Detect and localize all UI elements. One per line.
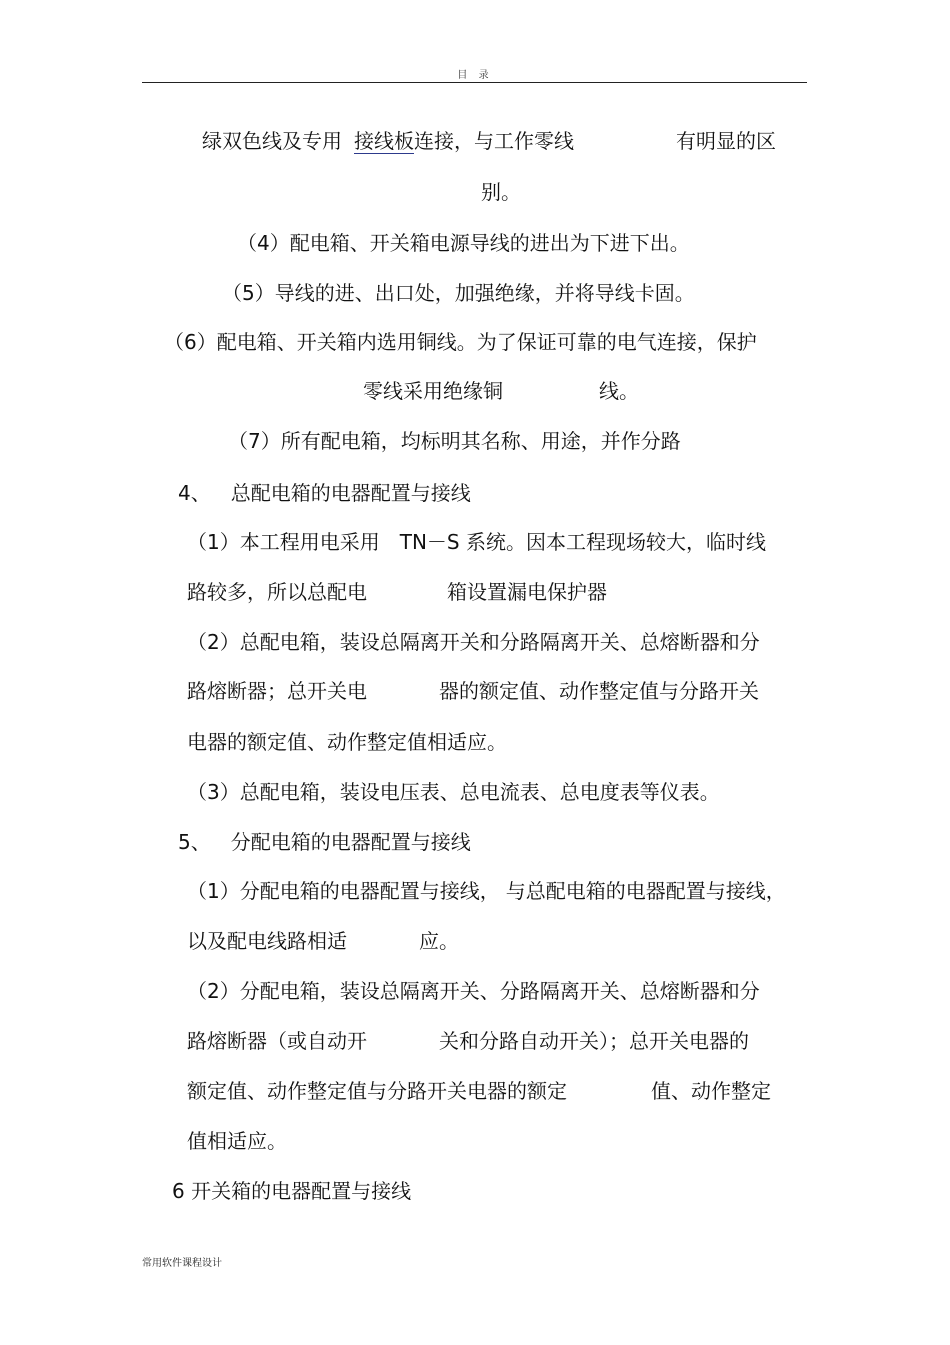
text-line-11: （2）总配电箱，装设总隔离开关和分路隔离开关、总熔断器和分: [187, 630, 760, 654]
linked-term-junction-board[interactable]: 接线板: [354, 129, 414, 153]
text-segment: 路较多，所以总配电: [187, 580, 367, 604]
section-title: 总配电箱的电器配置与接线: [230, 481, 471, 505]
section-heading-4: [178, 481, 471, 505]
text-line-1: [202, 129, 776, 153]
text-line-4: （5）导线的进、出口处，加强绝缘，并将导线卡固。: [222, 281, 695, 305]
text-segment: 箱设置漏电保护器: [447, 580, 607, 604]
text-segment: 额定值、动作整定值与分路开关电器的额定: [187, 1079, 567, 1103]
text-line-6: [363, 379, 639, 403]
section-heading-5: [178, 830, 471, 854]
text-line-9: [187, 530, 766, 554]
text-segment: 值、动作整定: [651, 1079, 771, 1103]
text-line-20: [187, 1079, 771, 1103]
text-line-16: [187, 879, 786, 903]
text-segment: 线。: [599, 379, 639, 403]
text-segment: 与总配电箱的电器配置与接线，: [505, 879, 786, 903]
text-line-5: （6）配电箱、开关箱内选用铜线。为了保证可靠的电气连接，保护: [164, 330, 757, 354]
text-line-10: [187, 580, 607, 604]
text-segment: 连接，与工作零线: [414, 129, 574, 153]
text-line-17: [187, 929, 459, 953]
text-line-7: （7）所有配电箱，均标明其名称、用途，并作分路: [228, 429, 681, 453]
text-segment: 绿双色线及专用: [202, 129, 342, 153]
text-line-19: [187, 1029, 749, 1053]
text-segment: 零线采用绝缘铜: [363, 379, 503, 403]
text-segment: （1）本工程用电采用: [187, 530, 380, 554]
text-segment: （1）分配电箱的电器配置与接线，: [187, 879, 500, 903]
header-divider: [142, 82, 807, 83]
text-segment: 器的额定值、动作整定值与分路开关: [439, 679, 759, 703]
text-line-12: [187, 679, 759, 703]
section-number: 4、: [178, 481, 211, 505]
text-segment: 有明显的区: [676, 129, 776, 153]
text-line-2: 别。: [481, 180, 521, 204]
text-segment: 应。: [419, 929, 459, 953]
page-footer: 常用软件课程设计: [142, 1258, 222, 1269]
text-segment: 路熔断器（或自动开: [187, 1029, 367, 1053]
section-number: 5、: [178, 830, 211, 854]
text-line-3: （4）配电箱、开关箱电源导线的进出为下进下出。: [237, 231, 690, 255]
text-line-18: （2）分配电箱，装设总隔离开关、分路隔离开关、总熔断器和分: [187, 979, 760, 1003]
text-segment: 关和分路自动开关）；总开关电器的: [439, 1029, 749, 1053]
text-line-21: 值相适应。: [187, 1129, 287, 1153]
text-line-13: 电器的额定值、动作整定值相适应。: [187, 730, 507, 754]
page-header-title: 目 录: [457, 70, 493, 81]
section-heading-6: 6 开关箱的电器配置与接线: [172, 1179, 412, 1203]
section-title: 分配电箱的电器配置与接线: [230, 830, 471, 854]
text-segment: 以及配电线路相适: [187, 929, 347, 953]
text-segment: TN－S 系统。因本工程现场较大，临时线: [399, 530, 766, 554]
text-line-14: （3）总配电箱，装设电压表、总电流表、总电度表等仪表。: [187, 780, 720, 804]
text-segment: 路熔断器；总开关电: [187, 679, 367, 703]
